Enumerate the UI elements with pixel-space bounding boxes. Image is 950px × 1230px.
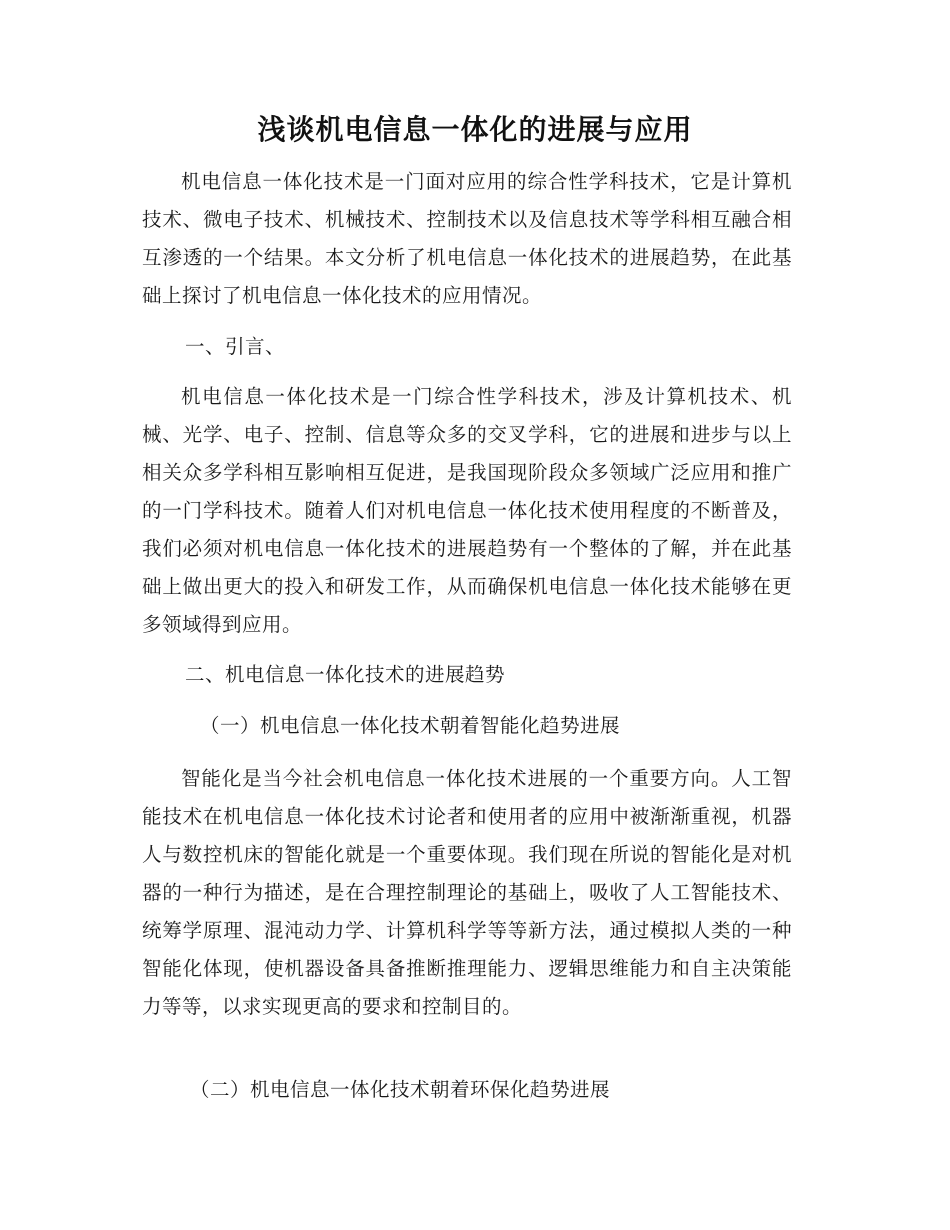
section-heading-introduction: 一、引言、	[185, 335, 286, 358]
section-heading-trends: 二、机电信息一体化技术的进展趋势	[185, 663, 506, 686]
document-title: 浅谈机电信息一体化的进展与应用	[257, 113, 693, 146]
abstract-paragraph: 机电信息一体化技术是一门面对应用的综合性学科技术，它是计算机技术、微电子技术、机械技术、控制技术以及信息技术等学科相互融合相互渗透的一个结果。本文分析了机电信息一体化技术的进展趋势，在此基础上探讨了机电信息一体化技术的应用情况。	[142, 170, 792, 307]
introduction-paragraph: 机电信息一体化技术是一门综合性学科技术，涉及计算机技术、机械、光学、电子、控制、信息等众多的交叉学科，它的进展和进步与以上相关众多学科相互影响相互促进，是我国现阶段众多领域广泛应用和推广的一门学科技术。随着人们对机电信息一体化技术使用程度的不断普及，我们必须对机电信息一体化技术的进展趋势有一个整体的了解，并在此基础上做出更大的投入和研发工作，从而确保机电信息一体化技术能够在更多领域得到应用。	[142, 385, 792, 636]
intelligent-paragraph: 智能化是当今社会机电信息一体化技术进展的一个重要方向。人工智能技术在机电信息一体化技术讨论者和使用者的应用中被渐渐重视，机器人与数控机床的智能化就是一个重要体现。我们现在所说的智能化是对机器的一种行为描述，是在合理控制理论的基础上，吸收了人工智能技术、统筹学原理、混沌动力学、计算机科学等等新方法，通过模拟人类的一种智能化体现，使机器设备具备推断推理能力、逻辑思维能力和自主决策能力等等，以求实现更高的要求和控制目的。	[142, 767, 792, 1018]
subsection-heading-intelligent: （一）机电信息一体化技术朝着智能化趋势进展	[200, 714, 621, 737]
subsection-heading-environmental: （二）机电信息一体化技术朝着环保化趋势进展	[190, 1078, 611, 1101]
